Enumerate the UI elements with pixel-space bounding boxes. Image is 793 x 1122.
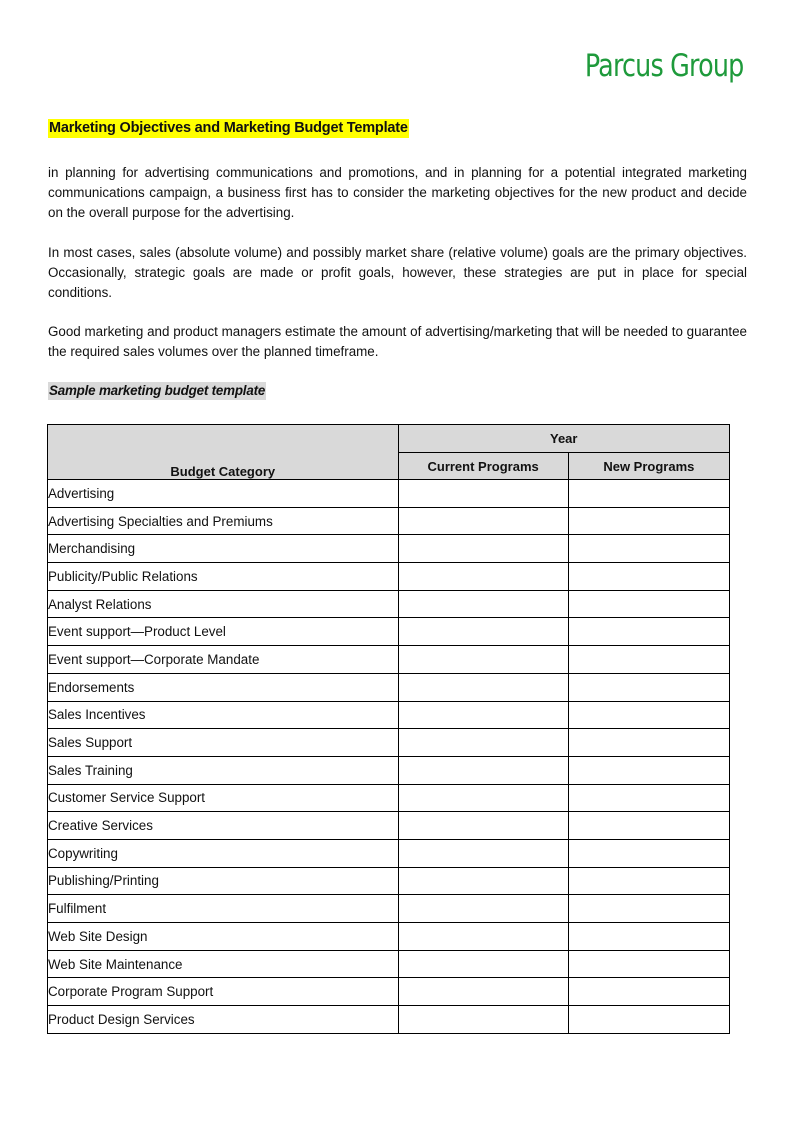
- current-programs-cell[interactable]: [398, 839, 568, 867]
- current-programs-cell[interactable]: [398, 563, 568, 591]
- new-programs-cell[interactable]: [568, 839, 729, 867]
- budget-table: [47, 424, 730, 1034]
- table-row: [48, 535, 730, 563]
- new-programs-cell[interactable]: [568, 950, 729, 978]
- budget-category-cell: Corporate Program Support: [48, 978, 399, 1006]
- brand-logo: Parcus Group: [584, 48, 743, 84]
- table-row: [48, 867, 730, 895]
- budget-category-cell: Sales Incentives: [48, 701, 399, 729]
- new-programs-cell[interactable]: [568, 923, 729, 951]
- table-row: [48, 950, 730, 978]
- current-programs-cell[interactable]: [398, 978, 568, 1006]
- table-row: [48, 480, 730, 508]
- table-row: [48, 563, 730, 591]
- current-programs-cell[interactable]: [398, 590, 568, 618]
- table-row: [48, 673, 730, 701]
- table-row: [48, 784, 730, 812]
- intro-paragraph: in planning for advertising communications and promotions, and in planning for a potential integrated marketing communications campaign, a business first has to consider the marketing objectives for the new product and decide on the overall purpose for the advertising.: [48, 165, 747, 220]
- new-programs-cell[interactable]: [568, 978, 729, 1006]
- current-programs-cell[interactable]: [398, 756, 568, 784]
- section-label: Sample marketing budget template: [49, 383, 266, 398]
- budget-category-cell: Publicity/Public Relations: [48, 563, 399, 591]
- current-programs-cell[interactable]: [398, 480, 568, 508]
- new-programs-cell[interactable]: [568, 646, 729, 674]
- new-programs-cell[interactable]: [568, 535, 729, 563]
- new-programs-cell[interactable]: [568, 563, 729, 591]
- table-row: [48, 1006, 730, 1034]
- budget-category-cell: Creative Services: [48, 812, 399, 840]
- budget-category-cell: Web Site Design: [48, 923, 399, 951]
- objectives-paragraph: In most cases, sales (absolute volume) and possibly market share (relative volume) goals are the primary objectives. Occasionally, strategic goals are made or profit goals, however, these strategies are put in place for special conditions.: [48, 245, 747, 300]
- year-header: Year: [398, 425, 730, 453]
- new-programs-cell[interactable]: [568, 895, 729, 923]
- budget-category-cell: Event support—Corporate Mandate: [48, 646, 399, 674]
- new-programs-cell[interactable]: [568, 867, 729, 895]
- document-title: Marketing Objectives and Marketing Budget Template: [49, 120, 408, 136]
- current-programs-cell[interactable]: [398, 701, 568, 729]
- estimate-paragraph: Good marketing and product managers estimate the amount of advertising/marketing that will be needed to guarantee the required sales volumes over the planned timeframe.: [48, 324, 747, 359]
- new-programs-header: New Programs: [568, 453, 729, 480]
- current-programs-cell[interactable]: [398, 784, 568, 812]
- current-programs-cell[interactable]: [398, 618, 568, 646]
- new-programs-cell[interactable]: [568, 618, 729, 646]
- budget-category-cell: Publishing/Printing: [48, 867, 399, 895]
- current-programs-cell[interactable]: [398, 1006, 568, 1034]
- current-programs-cell[interactable]: [398, 950, 568, 978]
- budget-category-cell: Event support—Product Level: [48, 618, 399, 646]
- budget-table-body: [48, 480, 730, 1034]
- table-row: [48, 701, 730, 729]
- table-header-row: [48, 425, 730, 453]
- current-programs-header: Current Programs: [398, 453, 568, 480]
- budget-category-cell: Fulfilment: [48, 895, 399, 923]
- budget-category-cell: Endorsements: [48, 673, 399, 701]
- new-programs-cell[interactable]: [568, 756, 729, 784]
- table-row: [48, 756, 730, 784]
- new-programs-cell[interactable]: [568, 507, 729, 535]
- budget-category-cell: Merchandising: [48, 535, 399, 563]
- budget-category-cell: Product Design Services: [48, 1006, 399, 1034]
- table-row: [48, 923, 730, 951]
- new-programs-cell[interactable]: [568, 812, 729, 840]
- budget-category-cell: Advertising: [48, 480, 399, 508]
- table-row: [48, 729, 730, 757]
- current-programs-cell[interactable]: [398, 729, 568, 757]
- budget-category-cell: Sales Training: [48, 756, 399, 784]
- current-programs-cell[interactable]: [398, 673, 568, 701]
- current-programs-cell[interactable]: [398, 507, 568, 535]
- new-programs-cell[interactable]: [568, 673, 729, 701]
- budget-category-cell: Copywriting: [48, 839, 399, 867]
- table-row: [48, 618, 730, 646]
- new-programs-cell[interactable]: [568, 480, 729, 508]
- budget-category-cell: Customer Service Support: [48, 784, 399, 812]
- budget-category-header: Budget Category: [48, 425, 399, 480]
- table-row: [48, 507, 730, 535]
- new-programs-cell[interactable]: [568, 590, 729, 618]
- current-programs-cell[interactable]: [398, 923, 568, 951]
- budget-category-cell: Web Site Maintenance: [48, 950, 399, 978]
- current-programs-cell[interactable]: [398, 867, 568, 895]
- table-row: [48, 590, 730, 618]
- new-programs-cell[interactable]: [568, 784, 729, 812]
- current-programs-cell[interactable]: [398, 646, 568, 674]
- table-row: [48, 839, 730, 867]
- current-programs-cell[interactable]: [398, 895, 568, 923]
- new-programs-cell[interactable]: [568, 729, 729, 757]
- current-programs-cell[interactable]: [398, 812, 568, 840]
- table-row: [48, 646, 730, 674]
- new-programs-cell[interactable]: [568, 1006, 729, 1034]
- table-row: [48, 978, 730, 1006]
- current-programs-cell[interactable]: [398, 535, 568, 563]
- new-programs-cell[interactable]: [568, 701, 729, 729]
- budget-category-cell: Advertising Specialties and Premiums: [48, 507, 399, 535]
- budget-category-cell: Sales Support: [48, 729, 399, 757]
- budget-category-cell: Analyst Relations: [48, 590, 399, 618]
- table-row: [48, 895, 730, 923]
- table-row: [48, 812, 730, 840]
